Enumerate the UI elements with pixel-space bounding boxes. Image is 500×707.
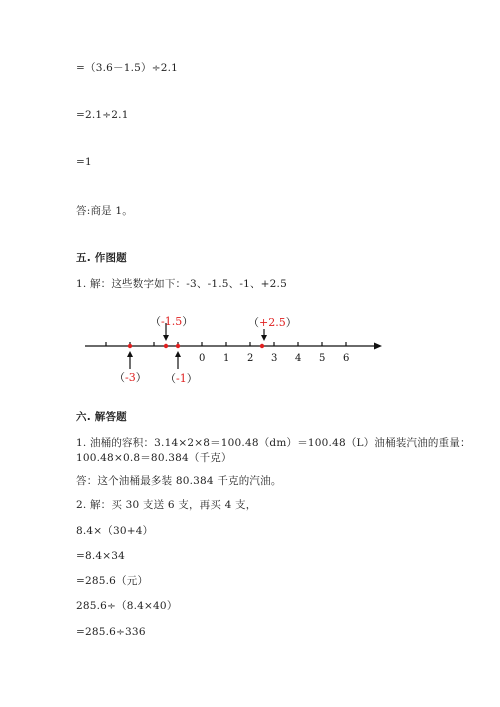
label-minus-1: （-1） <box>165 372 198 385</box>
solve-q2-line-1: 8.4×（30+4） <box>76 525 154 537</box>
solve-q2-line-5: =285.6÷336 <box>76 626 146 638</box>
solve-q2-line-2: =8.4×34 <box>76 550 126 562</box>
label-minus-1-5: （-1.5） <box>150 315 194 328</box>
tick-label: 4 <box>295 353 302 364</box>
marked-point <box>128 344 132 348</box>
marked-point <box>260 344 264 348</box>
pointer-arrowhead <box>127 351 133 357</box>
drawing-question-1: 1. 解：这些数字如下：-3、-1.5、-1、+2.5 <box>76 278 287 290</box>
section-heading-solving: 六. 解答题 <box>76 411 127 423</box>
tick-label: 1 <box>223 353 230 364</box>
pointer-arrowhead <box>163 335 169 341</box>
calc-line-2: =2.1÷2.1 <box>76 109 129 121</box>
pointer-arrowhead <box>261 335 267 341</box>
section-heading-drawing: 五. 作图题 <box>76 252 127 264</box>
solve-q1-answer: 答：这个油桶最多装 80.384 千克的汽油。 <box>76 475 282 487</box>
calc-line-3: =1 <box>76 156 92 168</box>
tick-label: 2 <box>247 353 254 364</box>
label-plus-2-5: （+2.5） <box>248 316 297 329</box>
solve-q1-line-2: 100.48×0.8＝80.384（千克） <box>76 452 232 464</box>
axis-arrowhead <box>374 343 382 350</box>
solve-q1-line-1: 1. 油桶的容积：3.14×2×8＝100.48（dm）＝100.48（L）油桶装汽油的重量： <box>76 437 471 449</box>
marked-point <box>164 344 168 348</box>
tick-label: 3 <box>271 353 278 364</box>
answer-line: 答:商是 1。 <box>76 205 133 217</box>
solve-q2-line-4: 285.6÷（8.4×40） <box>76 600 178 612</box>
tick-label: 5 <box>319 353 326 364</box>
tick-label: 6 <box>343 353 350 364</box>
label-minus-3: （-3） <box>114 371 147 384</box>
solve-q2-line-3: =285.6（元） <box>76 575 149 587</box>
solve-q2-intro: 2. 解：买 30 支送 6 支，再买 4 支， <box>76 499 257 511</box>
marked-point <box>176 344 180 348</box>
number-line-figure <box>80 305 390 390</box>
calc-line-1: =（3.6－1.5）÷2.1 <box>76 62 178 74</box>
pointer-arrowhead <box>175 351 181 357</box>
tick-label: 0 <box>199 353 206 364</box>
